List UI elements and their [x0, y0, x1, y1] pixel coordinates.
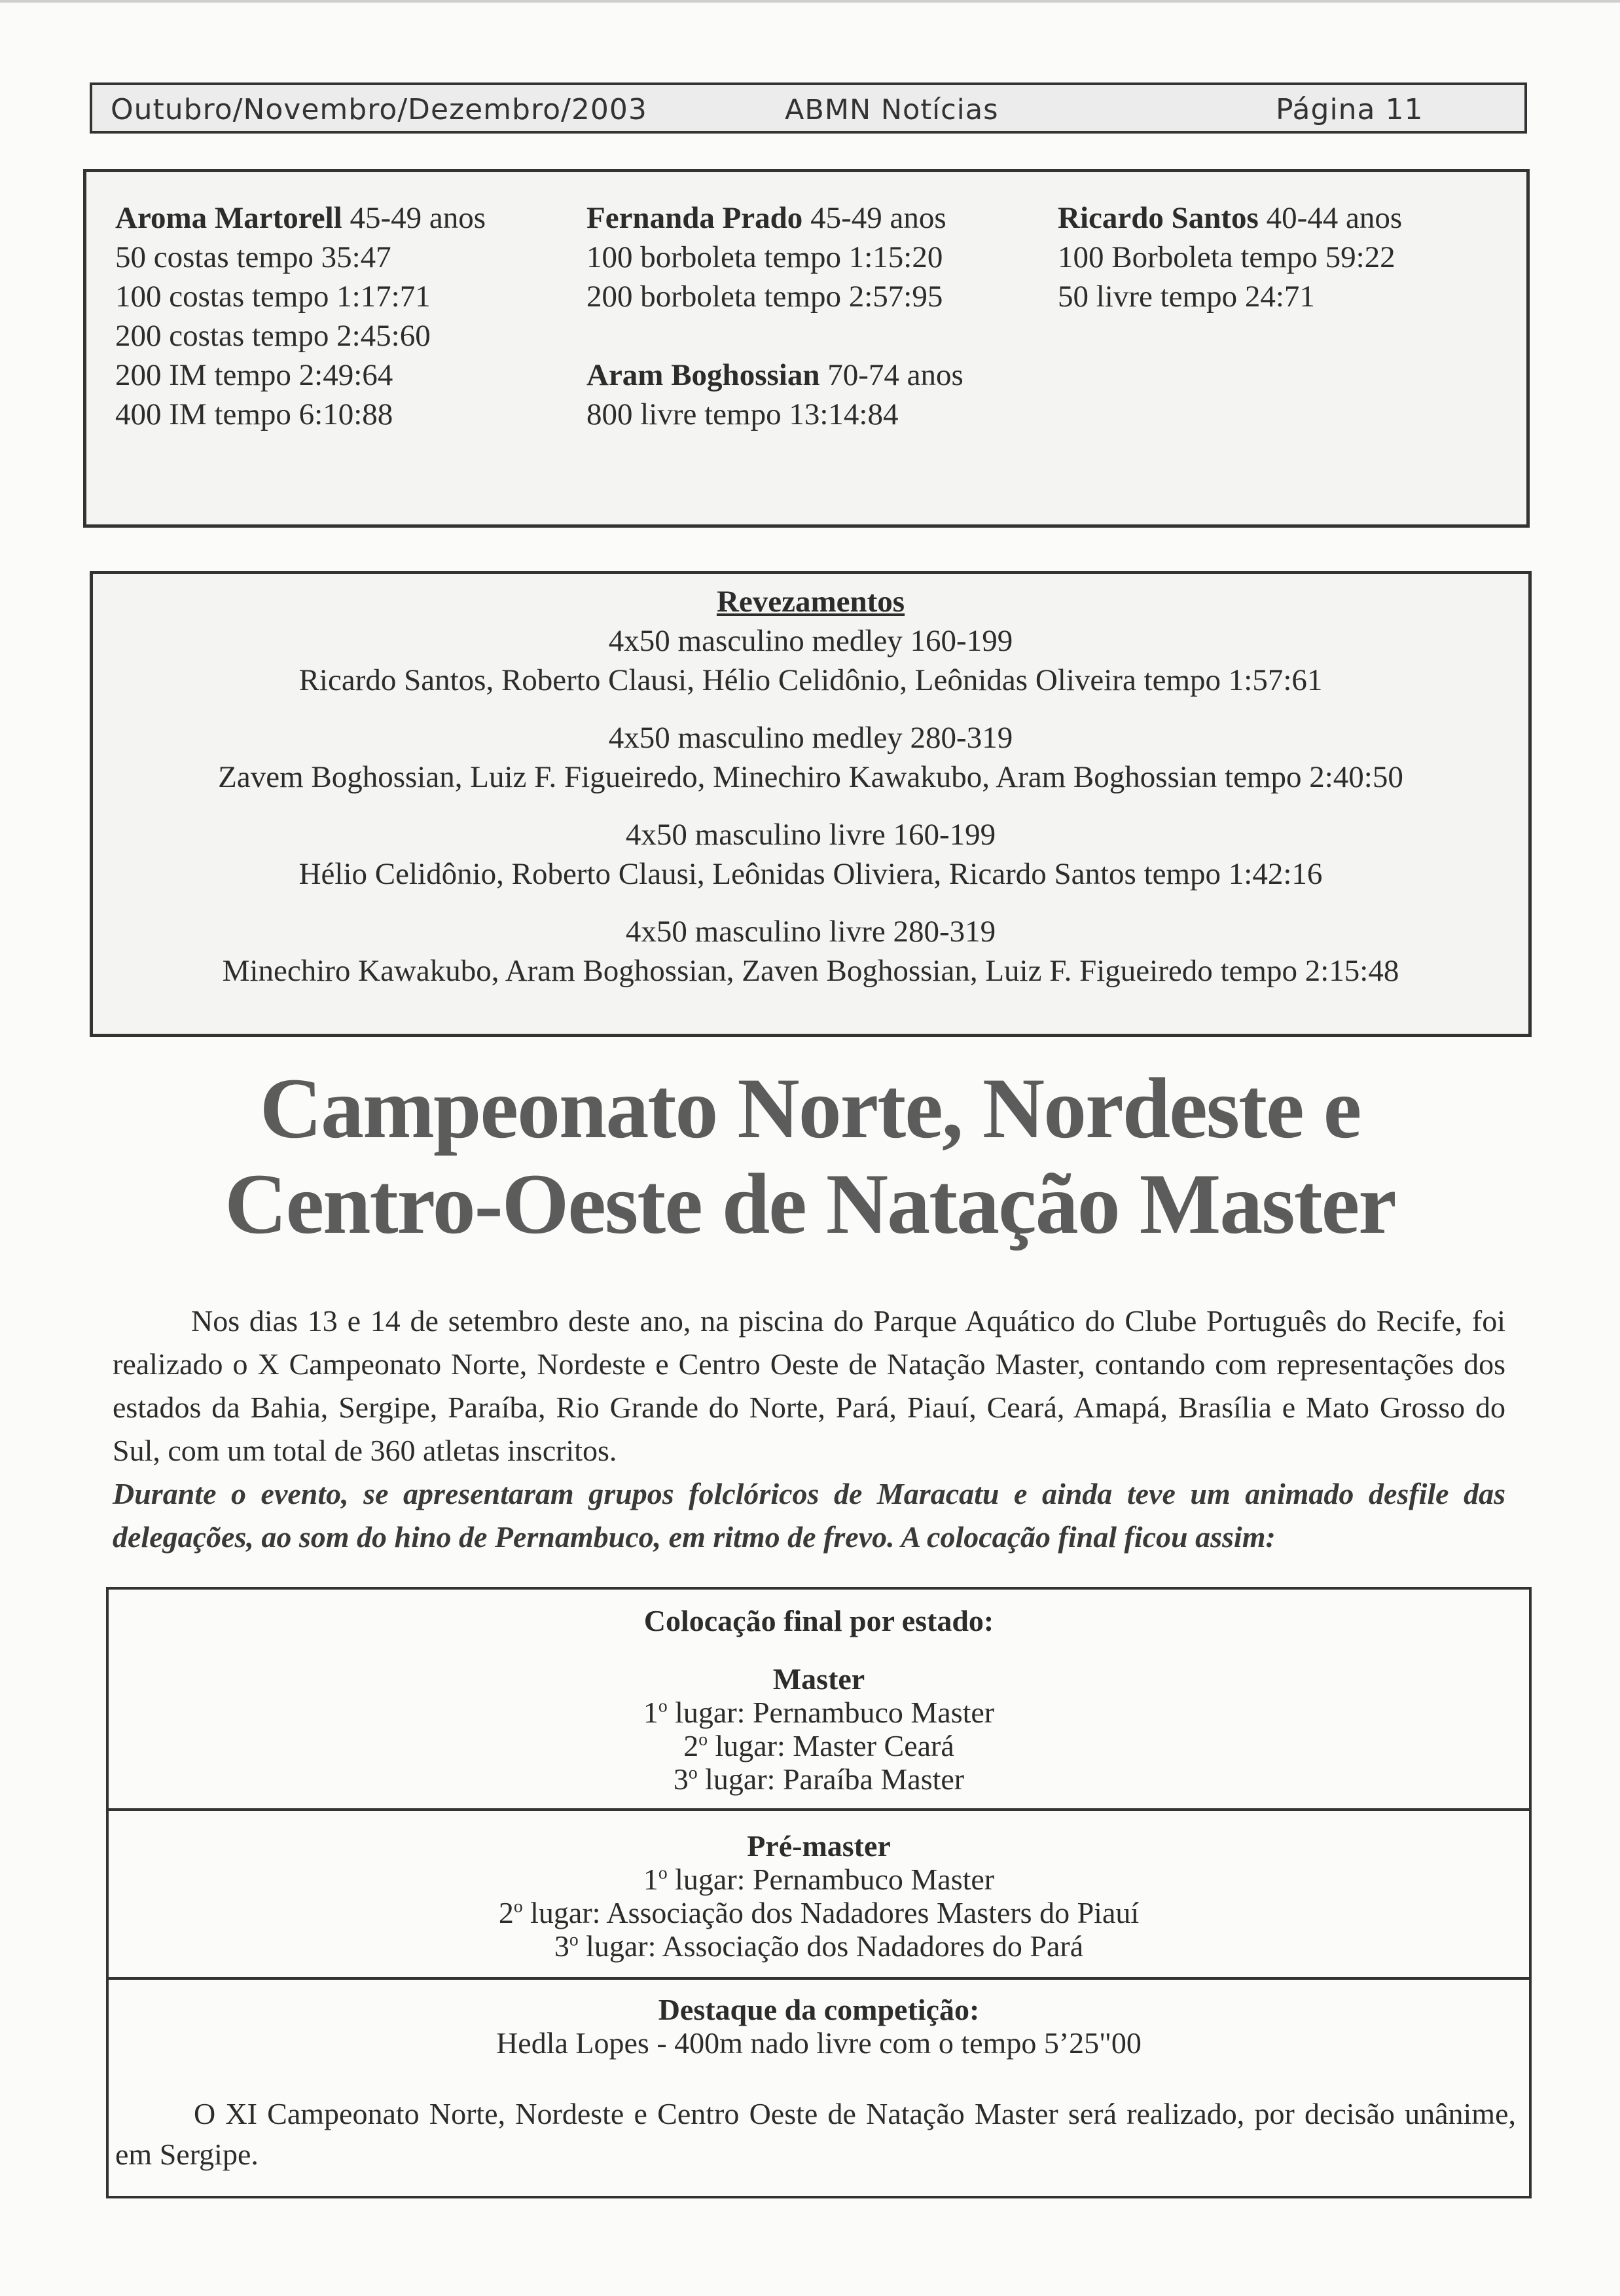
- athlete-age-group: 70-74 anos: [819, 358, 963, 392]
- relays-title: Revezamentos: [716, 585, 905, 619]
- athlete-name: Fernanda Prado: [586, 201, 803, 235]
- header-publication: ABMN Notícias: [785, 94, 999, 126]
- place-number: 1: [643, 1696, 658, 1729]
- athlete-age-group: 45-49 anos: [342, 201, 486, 235]
- headline-line-2: Centro-Oeste de Natação Master: [225, 1156, 1395, 1252]
- placing-line: [109, 1729, 1529, 1762]
- relay-event: 4x50 masculino medley 160-199: [608, 624, 1013, 658]
- placing-line: [109, 1696, 1529, 1729]
- place-number: 2: [683, 1729, 699, 1762]
- relays-box: [90, 571, 1532, 1037]
- athlete-age-group: 40-44 anos: [1258, 201, 1403, 235]
- ordinal-indicator: o: [698, 1728, 708, 1749]
- article-paragraph-2: Durante o evento, se apresentaram grupos folclóricos de Maracatu e ainda teve um animado desfile das delegações, ao som do hino de Pernambuco, em ritmo de frevo. A colocação final ficou assim:: [113, 1477, 1505, 1554]
- placings-title: Colocação final por estado:: [643, 1604, 994, 1637]
- ordinal-indicator: o: [569, 1929, 579, 1950]
- closing-note: [115, 2094, 1516, 2175]
- individual-results-box: [83, 169, 1530, 528]
- place-number: 3: [673, 1762, 689, 1796]
- place-text: lugar: Associação dos Nadadores do Pará: [578, 1929, 1084, 1963]
- athlete-name: Aroma Martorell: [115, 201, 342, 235]
- place-text: lugar: Paraíba Master: [697, 1762, 965, 1796]
- spacer: [586, 316, 963, 355]
- result-line: 100 borboleta tempo 1:15:20: [586, 240, 943, 274]
- relay-team: Ricardo Santos, Roberto Clausi, Hélio Celidônio, Leônidas Oliveira tempo 1:57:61: [298, 663, 1323, 697]
- relays-list: [93, 574, 1528, 991]
- relay-team: Hélio Celidônio, Roberto Clausi, Leônidas Oliviera, Ricardo Santos tempo 1:42:16: [298, 857, 1323, 891]
- section-divider: [109, 1808, 1529, 1811]
- page-top-rule: [0, 0, 1620, 3]
- ordinal-indicator: o: [658, 1862, 668, 1883]
- athlete-age-group: 45-49 anos: [802, 201, 946, 235]
- athlete-heading: [586, 355, 963, 395]
- result-line: 50 costas tempo 35:47: [115, 240, 391, 274]
- placing-line: [109, 1762, 1529, 1796]
- results-column-3: [1058, 198, 1402, 316]
- article-body: [113, 1300, 1505, 1559]
- premaster-section: [109, 1829, 1529, 1963]
- master-title: Master: [772, 1662, 865, 1696]
- result-line: 400 IM tempo 6:10:88: [115, 397, 393, 431]
- result-line: 200 costas tempo 2:45:60: [115, 319, 431, 353]
- placing-line: [109, 1929, 1529, 1963]
- result-line: 800 livre tempo 13:14:84: [586, 397, 899, 431]
- article-headline: [0, 1061, 1620, 1252]
- result-line: 50 livre tempo 24:71: [1058, 280, 1315, 314]
- highlight-text: Hedla Lopes - 400m nado livre com o tempo 5’25"00: [496, 2026, 1142, 2060]
- place-text: lugar: Pernambuco Master: [667, 1863, 995, 1896]
- results-column-1: [115, 198, 486, 434]
- premaster-title: Pré-master: [747, 1829, 891, 1863]
- relay-event: 4x50 masculino livre 280-319: [625, 915, 996, 949]
- master-section: [109, 1604, 1529, 1796]
- athlete-name: Aram Boghossian: [586, 358, 820, 392]
- article-paragraph-1: Nos dias 13 e 14 de setembro deste ano, na piscina do Parque Aquático do Clube Português do Recife, foi realizado o X Campeonato Norte, Nordeste e Centro Oeste de Natação Master, contando com representações dos estados da Bahia, Sergipe, Paraíba, Rio Grande do Norte, Pará, Piauí, Ceará, Amapá, Brasília e Mato Grosso do Sul, com um total de 360 atletas inscritos.: [113, 1304, 1505, 1467]
- placing-line: [109, 1896, 1529, 1929]
- results-column-2: [586, 198, 963, 434]
- relay-team: Minechiro Kawakubo, Aram Boghossian, Zaven Boghossian, Luiz F. Figueiredo tempo 2:15:48: [222, 954, 1399, 988]
- ordinal-indicator: o: [658, 1695, 668, 1716]
- header-page-number: Página 11: [1276, 93, 1424, 126]
- place-number: 1: [643, 1863, 658, 1896]
- place-number: 2: [498, 1896, 514, 1929]
- page-header: [90, 82, 1527, 134]
- place-text: lugar: Pernambuco Master: [667, 1696, 995, 1729]
- place-text: lugar: Master Ceará: [708, 1729, 954, 1762]
- headline-line-1: Campeonato Norte, Nordeste e: [259, 1060, 1361, 1156]
- header-date: Outubro/Novembro/Dezembro/2003: [111, 93, 647, 126]
- highlight-title: Destaque da competição:: [658, 1993, 980, 2026]
- relay-event: 4x50 masculino medley 280-319: [608, 721, 1013, 755]
- final-placings-box: [106, 1587, 1532, 2198]
- result-line: 100 Borboleta tempo 59:22: [1058, 240, 1395, 274]
- section-divider: [109, 1977, 1529, 1980]
- result-line: 100 costas tempo 1:17:71: [115, 280, 431, 314]
- place-text: lugar: Associação dos Nadadores Masters do Piauí: [522, 1896, 1140, 1929]
- closing-paragraph: O XI Campeonato Norte, Nordeste e Centro Oeste de Natação Master será realizado, por decisão unânime, em Sergipe.: [115, 2097, 1516, 2171]
- result-line: 200 borboleta tempo 2:57:95: [586, 280, 943, 314]
- athlete-name: Ricardo Santos: [1058, 201, 1259, 235]
- spacer: [109, 1637, 1529, 1662]
- relay-event: 4x50 masculino livre 160-199: [625, 818, 996, 852]
- result-line: 200 IM tempo 2:49:64: [115, 358, 393, 392]
- place-number: 3: [554, 1929, 569, 1963]
- relay-team: Zavem Boghossian, Luiz F. Figueiredo, Minechiro Kawakubo, Aram Boghossian tempo 2:40:50: [218, 760, 1403, 794]
- ordinal-indicator: o: [513, 1895, 523, 1916]
- ordinal-indicator: o: [688, 1762, 698, 1783]
- athlete-heading: [586, 198, 963, 238]
- athlete-heading: [1058, 198, 1402, 238]
- athlete-heading: [115, 198, 486, 238]
- placing-line: [109, 1863, 1529, 1896]
- highlight-section: [109, 1993, 1529, 2060]
